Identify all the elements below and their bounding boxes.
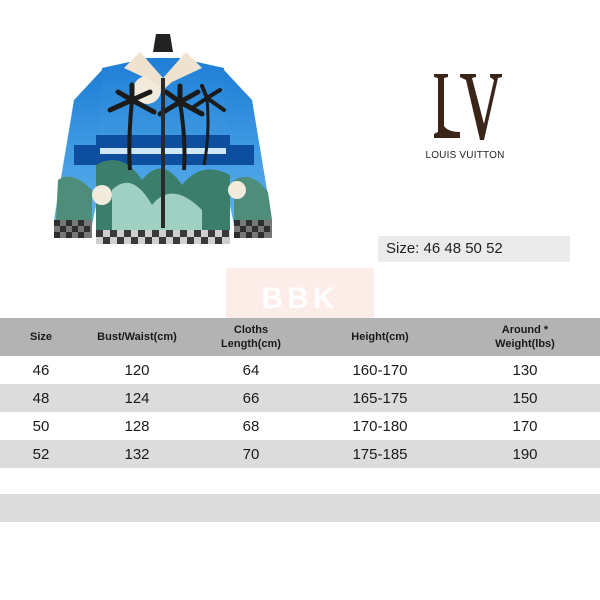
table-cell: 124 (124, 389, 150, 407)
table-cell: 170 (512, 417, 538, 435)
table-cell: 66 (242, 389, 260, 407)
header-label: Size (29, 331, 52, 343)
header-label: Height(cm) (351, 331, 409, 343)
brand-name: LOUIS VUITTON (425, 150, 505, 161)
header-height (310, 330, 450, 344)
table-cell: 68 (242, 417, 260, 435)
table-cell: 48 (32, 389, 50, 407)
table-cell: 70 (242, 445, 260, 463)
header-weight (450, 323, 600, 351)
lv-monogram-icon (426, 70, 504, 144)
header-cloths-length (192, 323, 310, 351)
table-row (0, 356, 600, 384)
header-label: Bust/Waist(cm) (97, 331, 177, 343)
table-cell: 132 (124, 445, 150, 463)
table-cell: 120 (124, 361, 150, 379)
table-cell: 64 (242, 361, 260, 379)
table-row (0, 412, 600, 440)
table-row (0, 384, 600, 412)
product-image (52, 30, 274, 250)
table-cell: 50 (32, 417, 50, 435)
table-cell: 165-175 (352, 389, 408, 407)
header-label: Cloths Length(cm) (221, 324, 281, 350)
table-cell: 170-180 (352, 417, 408, 435)
table-cell: 52 (32, 445, 50, 463)
table-cell: 130 (512, 361, 538, 379)
table-row (0, 440, 600, 468)
header-size (0, 330, 82, 344)
table-cell: 160-170 (352, 361, 408, 379)
table-cell: 128 (124, 417, 150, 435)
watermark: BBK (226, 268, 374, 328)
sizes-summary: Size: 46 48 50 52 (378, 236, 570, 262)
size-table-header (0, 318, 600, 356)
table-cell: 190 (512, 445, 538, 463)
size-table (0, 318, 600, 468)
table-cell: 150 (512, 389, 538, 407)
header-label: Around * Weight(lbs) (495, 324, 555, 350)
footer-divider (0, 494, 600, 522)
header-bust-waist (82, 330, 192, 344)
table-cell: 175-185 (352, 445, 408, 463)
table-cell: 46 (32, 361, 50, 379)
brand-logo (420, 70, 510, 161)
